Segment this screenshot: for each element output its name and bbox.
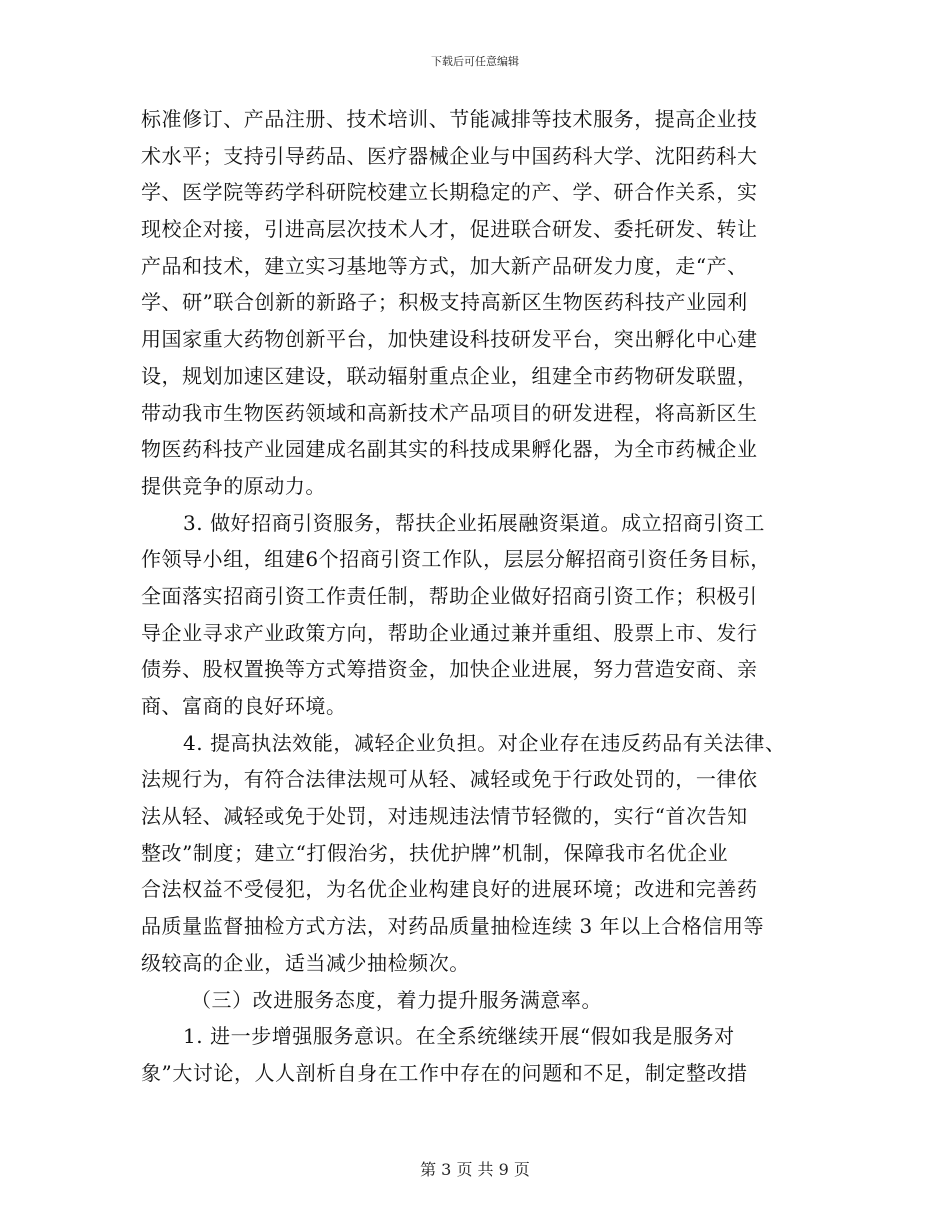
text-line: 产品和技术，建立实习基地等方式，加大新产品研发力度，走“产、 [141,253,748,278]
section-heading: （三）改进服务态度，着力提升服务满意率。 [191,987,602,1012]
text-line: 提供竞争的原动力。 [141,473,326,498]
text-line: 债券、股权置换等方式筹措资金，加快企业进展，努力营造安商、亲 [141,657,758,682]
text-line: 学、研”联合创新的新路子；积极支持高新区生物医药科技产业园利 [141,290,748,315]
text-line: 合法权益不受侵犯，为名优企业构建良好的进展环境；改进和完善药 [141,877,758,902]
text-line: 商、富商的良好环境。 [141,694,347,718]
text-line: 象”大讨论，人人剖析自身在工作中存在的问题和不足，制定整改措 [141,1060,748,1085]
text-line: 品质量监督抽检方式方法，对药品质量抽检连续 3 年以上合格信用等 [141,914,765,939]
text-line: 术水平；支持引导药品、医疗器械企业与中国药科大学、沈阳药科大 [141,143,758,168]
text-line: 学、医学院等药学科研院校建立长期稳定的产、学、研合作关系，实 [141,180,758,205]
text-line: 设，规划加速区建设，联动辐射重点企业，组建全市药物研发联盟， [141,363,758,388]
text-line: 作领导小组，组建6个招商引资工作队，层层分解招商引资任务目标， [141,547,771,572]
paragraph-first-line: 3. 做好招商引资服务，帮扶企业拓展融资渠道。成立招商引资工 [183,510,765,535]
paragraph-first-line: 4. 提高执法效能，减轻企业负担。对企业存在违反药品有关法律、 [183,730,786,755]
text-line: 导企业寻求产业政策方向，帮助企业通过兼并重组、股票上市、发行 [141,620,758,645]
text-line: 用国家重大药物创新平台，加快建设科技研发平台，突出孵化中心建 [141,327,758,352]
text-line: 法规行为，有符合法律法规可从轻、减轻或免于行政处罚的，一律依 [141,767,758,792]
text-line: 现校企对接，引进高层次技术人才，促进联合研发、委托研发、转让 [141,217,758,242]
text-line: 全面落实招商引资工作责任制，帮助企业做好招商引资工作；积极引 [141,583,758,608]
text-line: 级较高的企业，适当减少抽检频次。 [141,950,470,975]
document-body [141,101,811,1092]
page-header: 下载后可任意编辑 [431,55,519,68]
text-line: 标准修订、产品注册、技术培训、节能减排等技术服务，提高企业技 [141,107,758,131]
text-line: 整改”制度；建立“打假治劣，扶优护牌”机制，保障我市名优企业 [141,840,729,865]
text-line: 法从轻、减轻或免于处罚，对违规违法情节轻微的，实行“首次告知 [141,804,748,829]
page-footer: 第 3 页 共 9 页 [420,1160,530,1179]
paragraph-first-line: 1. 进一步增强服务意识。在全系统继续开展“假如我是服务对 [183,1024,735,1049]
text-line: 带动我市生物医药领域和高新技术产品项目的研发进程，将高新区生 [141,400,758,425]
text-line: 物医药科技产业园建成名副其实的科技成果孵化器，为全市药械企业 [141,437,758,462]
